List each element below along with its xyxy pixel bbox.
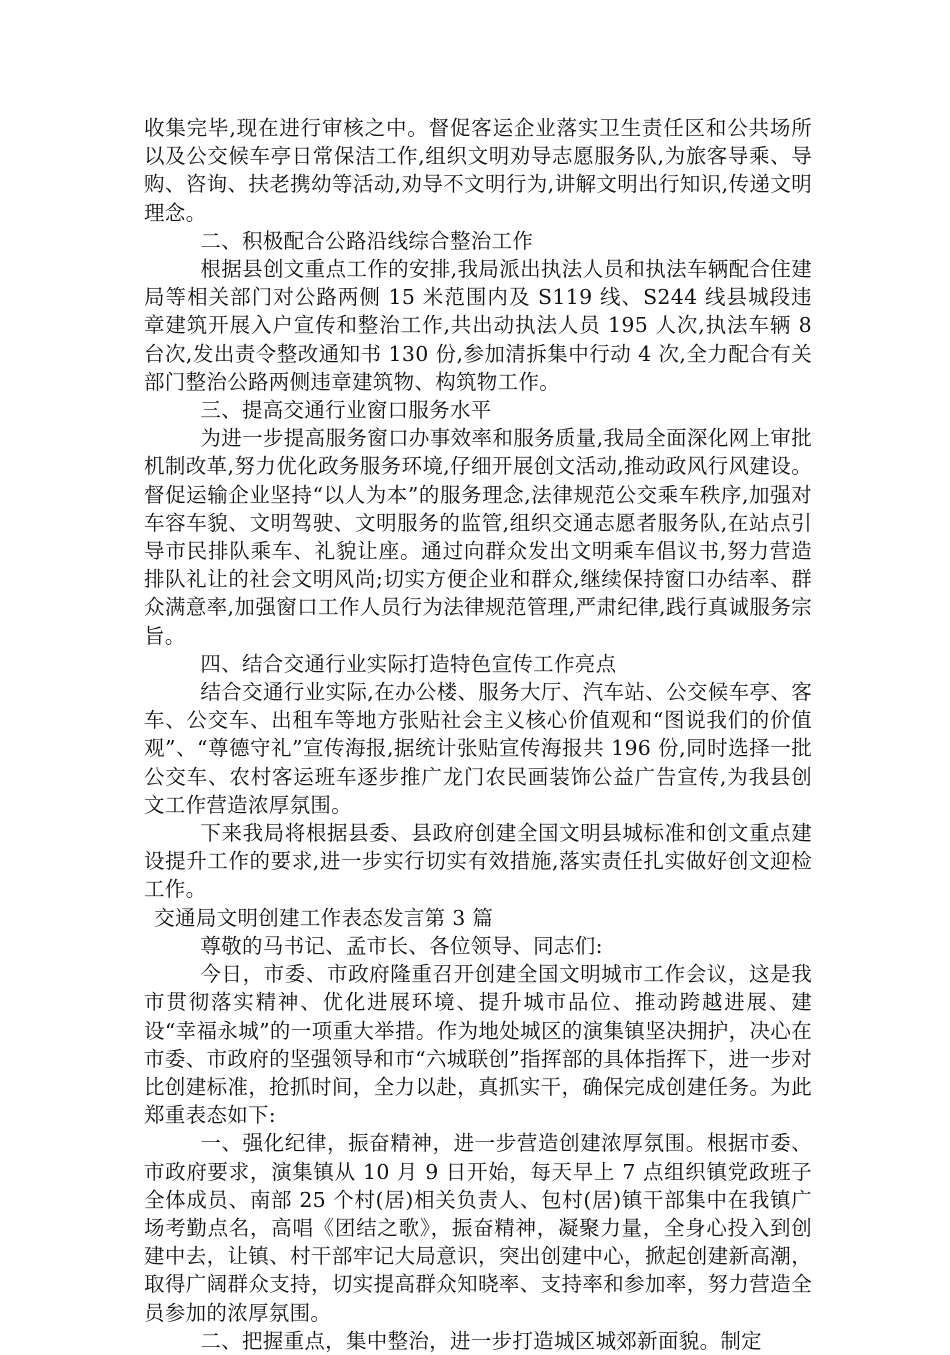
section-heading: 三、提高交通行业窗口服务水平 <box>200 398 492 423</box>
body-paragraph: 结合交通行业实际,在办公楼、服务大厅、汽车站、公交候车亭、客车、公交车、出租车等地方张贴社会主义核心价值观和“图说我们的价值观”、“尊德守礼”宣传海报,据统计张贴宣传海报共 196 份,同时选择一批公交车、农村客运班车逐步推广龙门农民画装饰公益广告宣传,为我县创文工作营造浓厚氛围。 <box>144 680 812 817</box>
document-page <box>144 114 812 1355</box>
body-paragraph: 收集完毕,现在进行审核之中。督促客运企业落实卫生责任区和公共场所以及公交候车亭日常保洁工作,组织文明劝导志愿服务队,为旅客导乘、导购、咨询、扶老携幼等活动,劝导不文明行为,讲解文明出行知识,传递文明理念。 <box>144 116 812 225</box>
body-paragraph: 根据县创文重点工作的安排,我局派出执法人员和执法车辆配合住建局等相关部门对公路两侧 15 米范围内及 S119 线、S244 线县城段违章建筑开展入户宣传和整治工作,共出动执法人员 195 人次,执法车辆 8 台次,发出责令整改通知书 130 份,参加清拆集中行动 4 次,全力配合有关部门整治公路两侧违章建筑物、构筑物工作。 <box>144 257 812 394</box>
body-paragraph: 今日，市委、市政府隆重召开创建全国文明城市工作会议，这是我市贯彻落实精神、优化进展环境、提升城市品位、推动跨越进展、建设“幸福永城”的一项重大举措。作为地处城区的演集镇坚决拥护，决心在市委、市政府的坚强领导和市“六城联创”指挥部的具体指挥下，进一步对比创建标准，抢抓时间，全力以赴，真抓实干，确保完成创建任务。为此郑重表态如下: <box>144 962 812 1128</box>
salutation: 尊敬的马书记、孟市长、各位领导、同志们: <box>200 933 603 958</box>
article-title: 交通局文明创建工作表态发言第 3 篇 <box>154 905 494 930</box>
body-paragraph: 一、强化纪律，振奋精神，进一步营造创建浓厚氛围。根据市委、市政府要求，演集镇从 10 月 9 日开始，每天早上 7 点组织镇党政班子全体成员、南部 25 个村(居)相关负责人、包村(居)镇干部集中在我镇广场考勤点名，高唱《团结之歌》，振奋精神，凝聚力量，全身心投入到创建中去，让镇、村干部牢记大局意识，突出创建中心，掀起创建新高潮，取得广阔群众支持，切实提高群众知晓率、支持率和参加率，努力营造全员参加的浓厚氛围。 <box>144 1131 812 1325</box>
body-paragraph: 二、把握重点，集中整治，进一步打造城区城郊新面貌。制定 <box>200 1328 762 1353</box>
body-paragraph: 下来我局将根据县委、县政府创建全国文明县城标准和创文重点建设提升工作的要求,进一步实行切实有效措施,落实责任扎实做好创文迎检工作。 <box>144 821 812 902</box>
body-paragraph: 为进一步提高服务窗口办事效率和服务质量,我局全面深化网上审批机制改革,努力优化政务服务环境,仔细开展创文活动,推动政风行风建设。督促运输企业坚持“以人为本”的服务理念,法律规范公交乘车秩序,加强对车容车貌、文明驾驶、文明服务的监管,组织交通志愿者服务队,在站点引导市民排队乘车、礼貌让座。通过向群众发出文明乘车倡议书,努力营造排队礼让的社会文明风尚;切实方便企业和群众,继续保持窗口办结率、群众满意率,加强窗口工作人员行为法律规范管理,严肃纪律,践行真诚服务宗旨。 <box>144 426 812 648</box>
section-heading: 四、结合交通行业实际打造特色宣传工作亮点 <box>200 651 617 676</box>
section-heading: 二、积极配合公路沿线综合整治工作 <box>200 228 534 253</box>
